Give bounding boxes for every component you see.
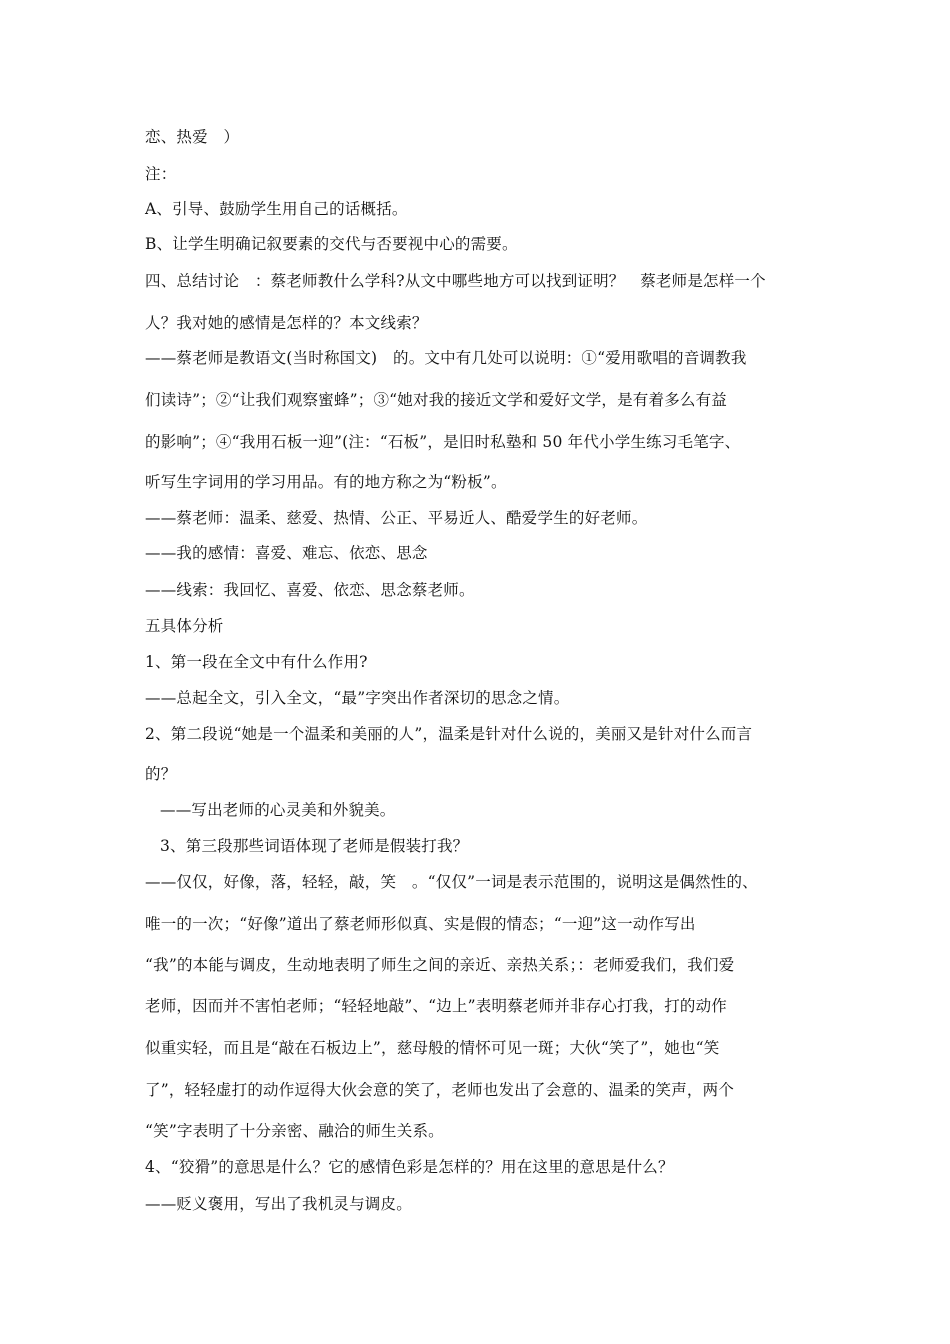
question-line: 3、第三段那些词语体现了老师是假装打我？	[160, 837, 469, 855]
text-line: “我”的本能与调皮，生动地表明了师生之间的亲近、亲热关系；：老师爱我们，我们爱	[145, 956, 735, 974]
text-line: 恋、热爱 ）	[145, 128, 240, 146]
text-line: B、让学生明确记叙要素的交代与否要视中心的需要。	[145, 235, 518, 253]
text-line: ——蔡老师：温柔、慈爱、热情、公正、平易近人、酷爱学生的好老师。	[145, 509, 648, 527]
question-line: 4、“狡猾”的意思是什么？它的感情色彩是怎样的？用在这里的意思是什么？	[145, 1158, 674, 1176]
text-line: 的影响”；④“我用石板一迎”(注：“石板”，是旧时私塾和 50 年代小学生练习毛笔字、	[145, 433, 741, 451]
text-line: ——线索：我回忆、喜爱、依恋、思念蔡老师。	[145, 581, 475, 599]
text-line: 的？	[145, 765, 177, 783]
section-heading: 五具体分析	[145, 617, 224, 635]
question-line: 1、第一段在全文中有什么作用?	[145, 653, 368, 671]
text-line: 们读诗”；②“让我们观察蜜蜂”；③“她对我的接近文学和爱好文学，是有着多么有益	[145, 391, 727, 409]
text-line: 老师，因而并不害怕老师；“轻轻地敲”、“边上”表明蔡老师并非存心打我，打的动作	[145, 997, 727, 1015]
text-line: 似重实轻，而且是“敲在石板边上”，慈母般的情怀可见一斑；大伙“笑了”，她也“笑	[145, 1039, 720, 1057]
text-line: ——蔡老师是教语文(当时称国文) 的。文中有几处可以说明：①“爱用歌唱的音调教我	[145, 349, 747, 367]
text-line: 唯一的一次；“好像”道出了蔡老师形似真、实是假的情态；“一迎”这一动作写出	[145, 915, 696, 933]
text-line: 了”，轻轻虚打的动作逗得大伙会意的笑了，老师也发出了会意的、温柔的笑声，两个	[145, 1081, 735, 1099]
question-line: 2、第二段说“她是一个温柔和美丽的人”，温柔是针对什么说的，美丽又是针对什么而言	[145, 725, 753, 743]
answer-line: ——仅仅，好像，落，轻轻，敲，笑 。“仅仅”一词是表示范围的，说明这是偶然性的、	[145, 873, 758, 891]
text-line: 听写生字词用的学习用品。有的地方称之为“粉板”。	[145, 473, 507, 491]
answer-line: ——总起全文，引入全文，“最”字突出作者深切的思念之情。	[145, 689, 570, 707]
text-line: 四、总结讨论 ：蔡老师教什么学科?从文中哪些地方可以找到证明？ 蔡老师是怎样一个	[145, 272, 766, 290]
text-line: A、引导、鼓励学生用自己的话概括。	[145, 200, 408, 218]
text-line: 人？我对她的感情是怎样的？本文线索？	[145, 314, 428, 332]
answer-line: ——写出老师的心灵美和外貌美。	[160, 801, 396, 819]
text-line: “笑”字表明了十分亲密、融洽的师生关系。	[145, 1122, 444, 1140]
text-line: 注：	[145, 165, 177, 183]
answer-line: ——贬义褒用，写出了我机灵与调皮。	[145, 1195, 412, 1213]
text-line: ——我的感情：喜爱、难忘、依恋、思念	[145, 544, 428, 562]
